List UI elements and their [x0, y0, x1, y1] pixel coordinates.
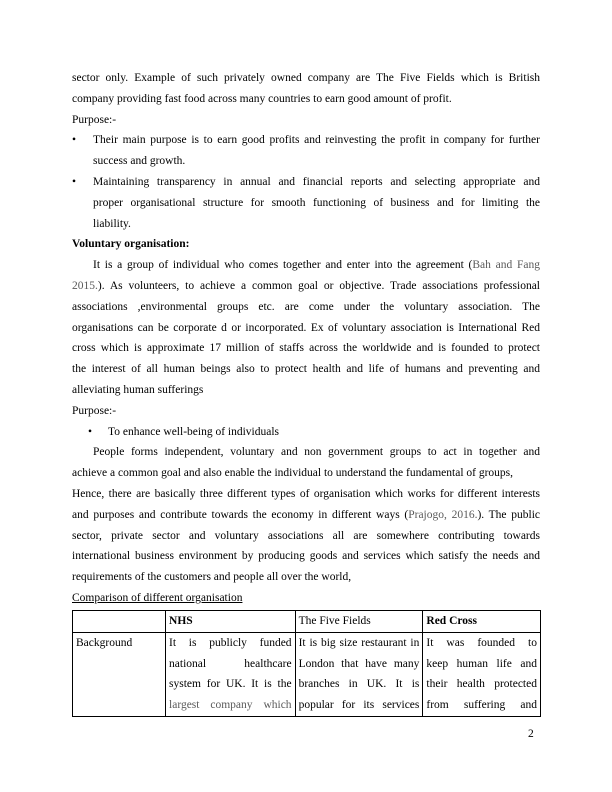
- list-item: [72, 422, 540, 443]
- citation: Bah and Fang: [472, 259, 540, 272]
- hence-line-last: requirements of the customers and people all over the world,: [72, 571, 352, 584]
- header-cell-empty: [73, 611, 166, 633]
- list-item: [72, 130, 540, 172]
- voluntary-line: organisations can be corporate d or incorporated. Ex of voluntary association is International Red: [72, 321, 540, 334]
- purpose-label-1: Purpose:-: [72, 113, 117, 126]
- intro-line-2: company providing fast food across many countries to earn good amount of profit.: [72, 92, 452, 105]
- bullet-icon: •: [72, 175, 77, 188]
- table-header-row: [73, 611, 541, 633]
- purpose-list-2: [72, 422, 540, 443]
- hence-line-1: Hence, there are basically three different types of organisation which works for different interests: [72, 487, 540, 500]
- header-cell-red-cross: Red Cross: [423, 611, 541, 633]
- purpose-list-1: [72, 130, 540, 234]
- bullet-line: proper organisational structure for smooth functioning of business and for limiting the: [93, 196, 540, 209]
- voluntary-line-2: 2015.). As volunteers, to achieve a common goal or objective. Trade associations professional: [72, 279, 540, 292]
- bullet-icon: •: [72, 134, 77, 147]
- cell-five-fields-background: It is big size restaurant in London that have many branches in UK. It is popular for its services: [295, 632, 423, 716]
- citation: Prajogo, 2016.: [408, 508, 478, 521]
- people-line-1: People forms independent, voluntary and non government groups to act in together and: [93, 446, 540, 459]
- bullet-line: liability.: [93, 217, 131, 230]
- bullet-line: Maintaining transparency in annual and financial reports and selecting appropriate and: [93, 175, 540, 188]
- body-text: [72, 68, 540, 609]
- hence-line: international business environment by producing goods and services which satisfy the needs and: [72, 550, 540, 563]
- voluntary-line: associations ,environmental groups etc. are come under the voluntary association. The: [72, 300, 540, 313]
- list-item: [72, 172, 540, 234]
- header-cell-nhs: NHS: [166, 611, 296, 633]
- intro-line-1: sector only. Example of such privately owned company are The Five Fields which is British: [72, 72, 540, 84]
- header-cell-five-fields: The Five Fields: [295, 611, 423, 633]
- row-label-background: Background: [73, 632, 166, 716]
- page-number: 2: [528, 728, 534, 740]
- voluntary-line-1: It is a group of individual who comes together and enter into the agreement (Bah and Fang: [93, 259, 540, 272]
- bullet-icon: •: [88, 425, 93, 438]
- voluntary-heading: Voluntary organisation:: [72, 238, 190, 251]
- comparison-table: [72, 610, 541, 717]
- citation: 2015.: [72, 279, 98, 292]
- hence-line: sector, private sector and voluntary associations all are somewhere contributing towards: [72, 529, 540, 542]
- purpose-label-2: Purpose:-: [72, 404, 117, 417]
- voluntary-line: cross which is approximate 17 million of staffs across the worldwide and is founded to protect: [72, 342, 540, 355]
- hence-line-2: and purposes and contribute towards the economy in different ways (Prajogo, 2016.). The public: [72, 508, 540, 521]
- comparison-heading: Comparison of different organisation: [72, 591, 243, 604]
- cell-red-cross-background: It was founded to keep human life and their health protected from suffering and: [423, 632, 541, 716]
- bullet-line: success and growth.: [93, 155, 186, 168]
- table-row: [73, 632, 541, 716]
- cell-nhs-background: It is publicly funded national healthcare system for UK. It is the largest company which: [166, 632, 296, 716]
- voluntary-line: the interest of all human beings also to protect health and life of humans and preventing and: [72, 363, 540, 376]
- bullet-line: To enhance well-being of individuals: [108, 425, 280, 438]
- people-line-2: achieve a common goal and also enable the individual to understand the fundamental of groups,: [72, 467, 514, 480]
- voluntary-line: alleviating human sufferings: [72, 383, 204, 396]
- bullet-line: Their main purpose is to earn good profits and reinvesting the profit in company for further: [93, 134, 540, 147]
